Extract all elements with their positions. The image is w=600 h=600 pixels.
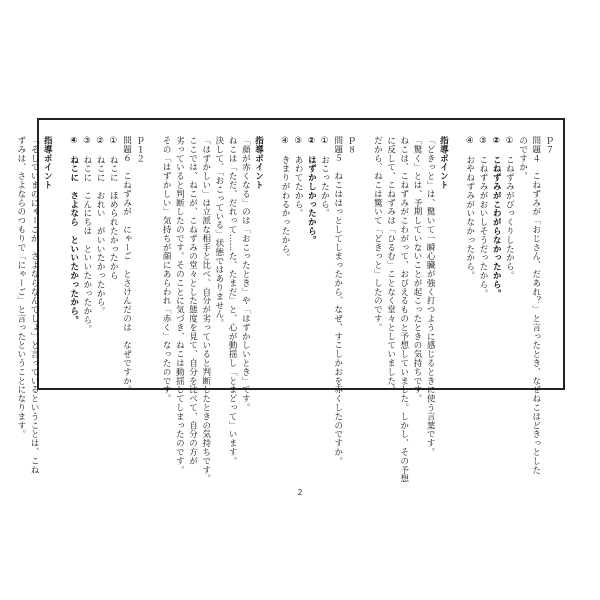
line-gap [357, 136, 370, 380]
text-line: 指導ポイント [438, 136, 449, 190]
text-line: 指導ポイント [253, 136, 264, 190]
text-line: ｐ７ [544, 136, 554, 154]
text-line: ① おこったから。 [319, 136, 330, 218]
text-line: ｐ１２ [134, 136, 145, 163]
text-line: 「はずかしい」は立派な相手と比べ、自分が劣っていると判断したときの気持ちです。 [200, 136, 211, 484]
text-line: ④ きまりがわるかったから。 [279, 136, 290, 263]
document-frame [15, 118, 565, 484]
text-line: ③ あわてたから。 [293, 136, 304, 218]
text-line: だから、ねこは驚いて「どきっと」したのです。 [372, 136, 383, 332]
text-line: ④ おやねずみがいなかったから。 [464, 136, 475, 280]
text-line: ② はずかしかったから。 [306, 136, 317, 245]
line-gap [265, 136, 278, 380]
text-line: ① こねずみがびっくりしたから。 [504, 136, 515, 280]
text-line: ずみは、さよならのつもりで「にゃーご」と言ったということになります。 [15, 136, 26, 439]
text-line: ④ ねこに さよなら といいたかったから。 [68, 136, 79, 325]
text-line: 問題６ こねずみが にゃーご とさけんだのは なぜですか。 [121, 136, 132, 395]
text-line: ｐ８ [345, 136, 356, 154]
text-line: ねこは、こねずみがこわがって、おびえるものと予想していました。しかし、その予想 [398, 136, 409, 484]
text-line: に反して、こねずみは「ひるむ」ことなく堂々としていました。 [385, 136, 396, 395]
text-line: 「顔が赤くなる」のは「おこったとき」や「はずかしいとき」です。 [240, 136, 251, 412]
text-line: ② こねずみがこわがらなかったから。 [491, 136, 502, 298]
line-gap [449, 136, 462, 380]
line-gap [53, 136, 66, 380]
text-line: ② ねこに おれい がいいたかったから。 [95, 136, 106, 316]
text-line: 「そしていまのにゃーごが、さよならなんでしょ」と言っているということは、こね [29, 136, 40, 475]
page-number: 2 [297, 488, 303, 497]
text-line: ③ ねこに こんにちは といいたかったから。 [81, 136, 92, 334]
vertical-text-body [14, 136, 555, 484]
line-gap [146, 136, 159, 380]
text-line: その「はずかしい」気持ちが顔にあらわれ「赤く」なったのです。 [161, 136, 172, 403]
text-line: ここでは、ねこが、こねずみの堂々とした態度を見て、自分を比べて、自分の方が [187, 136, 198, 466]
text-line: 「どきっと」は、驚いて一瞬心臓が強く打つように感じるときに使う言葉です。 [425, 136, 436, 457]
text-line: 指導ポイント [42, 136, 53, 190]
text-line: ① ねこに ほめられたかったから [108, 136, 119, 280]
text-line: 「驚く」とは、予期していないことが起こったときの気持ちです。 [411, 136, 422, 403]
text-line: ねこは「ただ、だれって……た、たまだ」と、心が動揺し「とまどって」います。 [227, 136, 238, 466]
text-line: 劣っていると判断したのです。そのことに気づき、ねこは動揺してしまったのです。 [174, 136, 185, 475]
text-line: 問題５ ねこははっとしてしまったから、なぜ、すこしかおを赤くしたのですか。 [332, 136, 343, 466]
text-line: 決して、「おこっている」状態ではありません。 [213, 136, 224, 328]
text-line: ③ こねずみがおいしそうだったから。 [477, 136, 488, 298]
text-line: のですか。 [517, 136, 528, 181]
text-line: 問題４ こねずみが「おじさん、だあれ？」と言ったとき、なぜねこはどきっとした [530, 136, 541, 475]
